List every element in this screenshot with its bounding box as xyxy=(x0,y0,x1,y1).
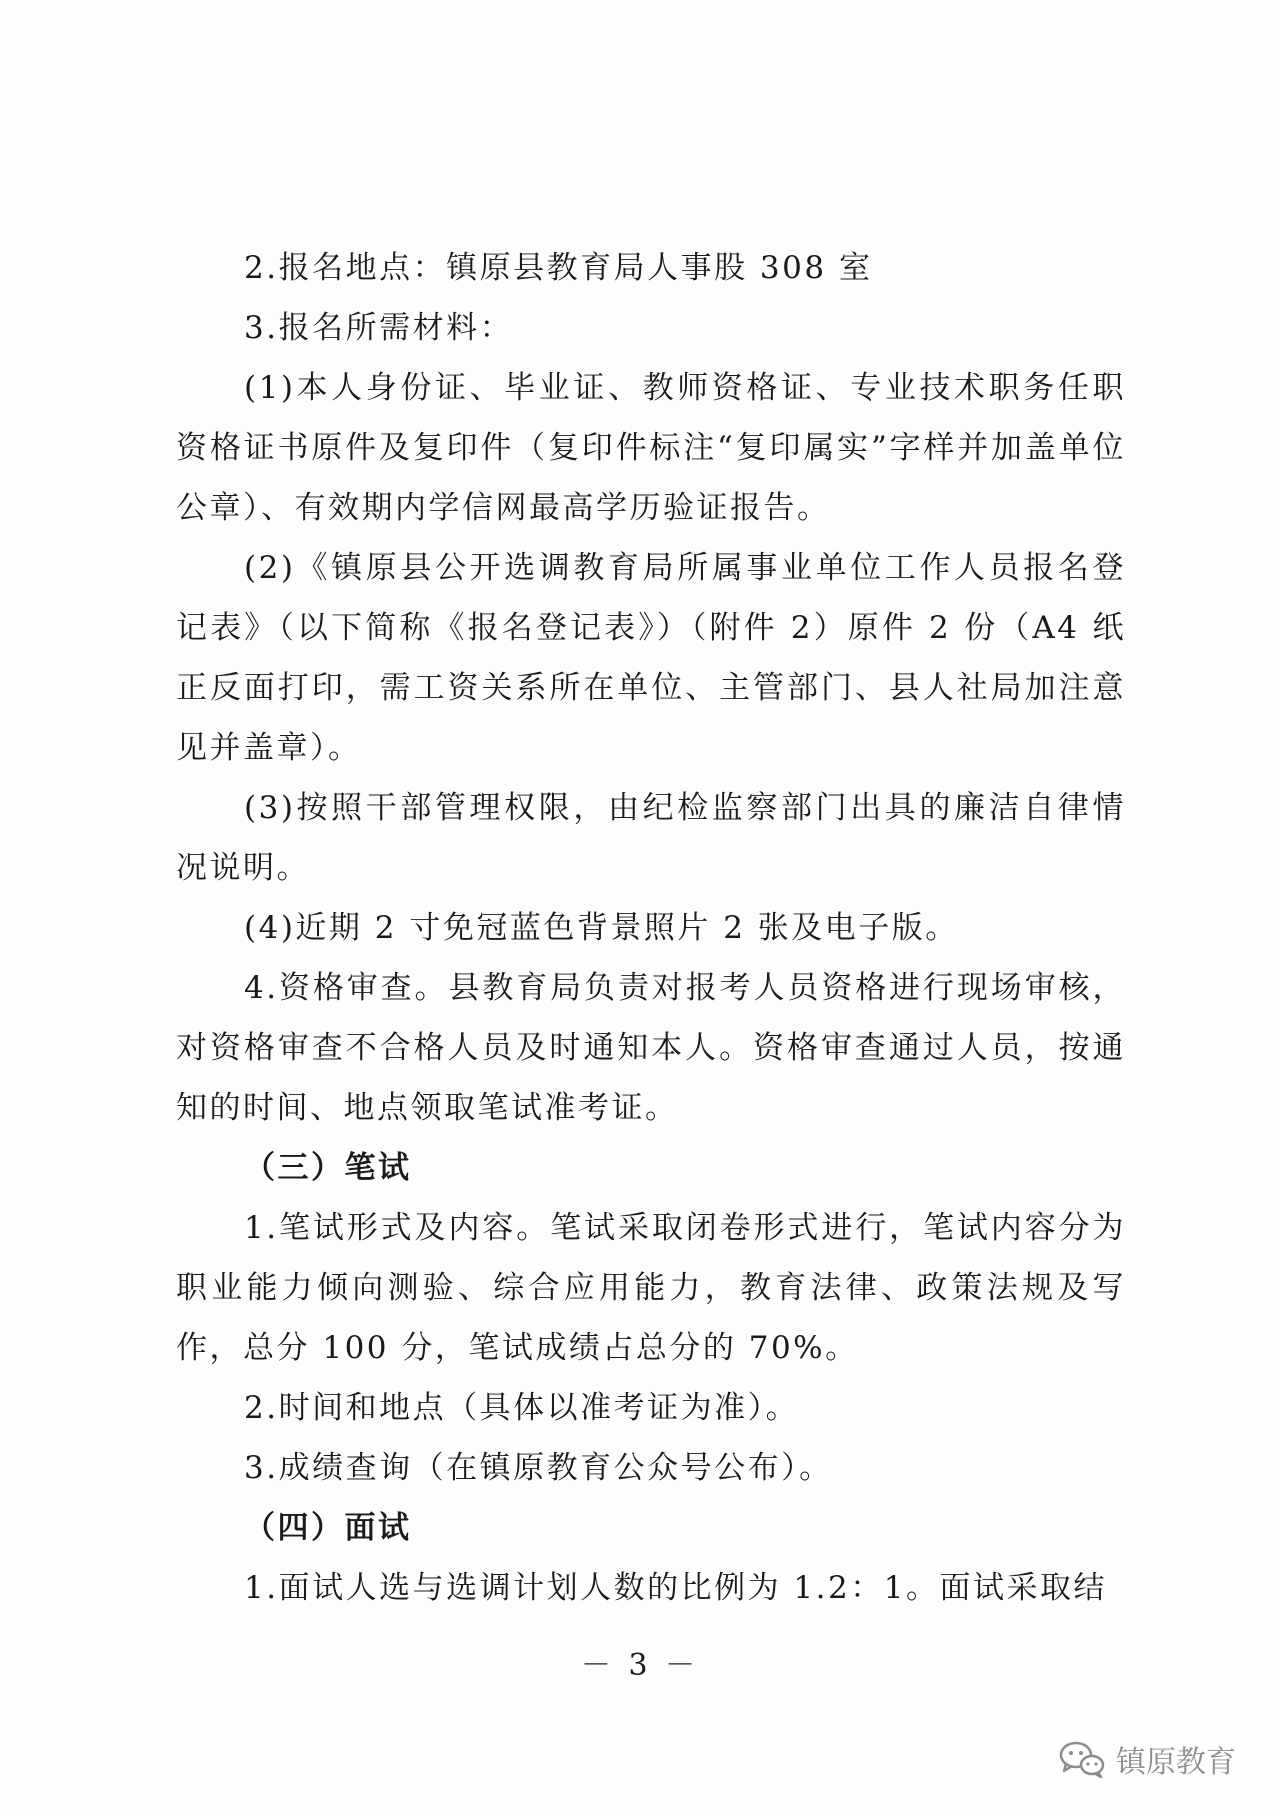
paragraph-material-4: (4)近期 2 寸免冠蓝色背景照片 2 张及电子版。 xyxy=(244,910,959,946)
paragraph-qualification-review: 4.资格审查。县教育局负责对报考人员资格进行现场审核，对资格审查不合格人员及时通知本人。资格审查通过人员，按通知的时间、地点领取笔试准考证。 xyxy=(176,970,1126,1126)
paragraph-registration-location: 2.报名地点：镇原县教育局人事股 308 室 xyxy=(244,250,873,286)
paragraph-interview-ratio: 1.面试人选与选调计划人数的比例为 1.2：1。面试采取结 xyxy=(244,1570,1107,1606)
paragraph-material-1: (1)本人身份证、毕业证、教师资格证、专业技术职务任职资格证书原件及复印件（复印件标注“复印属实”字样并加盖单位公章）、有效期内学信网最高学历验证报告。 xyxy=(176,370,1126,526)
watermark-label: 镇原教育 xyxy=(1116,1745,1236,1780)
section-heading-interview: （四）面试 xyxy=(244,1510,412,1546)
section-heading-written-exam: （三）笔试 xyxy=(244,1150,412,1186)
paragraph-required-materials: 3.报名所需材料： xyxy=(244,310,514,346)
paragraph-exam-time-location: 2.时间和地点（具体以准考证为准）。 xyxy=(244,1390,800,1426)
paragraph-exam-format: 1.笔试形式及内容。笔试采取闭卷形式进行，笔试内容分为职业能力倾向测验、综合应用能力，教育法律、政策法规及写作，总分 100 分，笔试成绩占总分的 70%。 xyxy=(176,1210,1126,1366)
paragraph-score-query: 3.成绩查询（在镇原教育公众号公布）。 xyxy=(244,1450,833,1486)
document-body xyxy=(176,238,1126,1618)
source-watermark xyxy=(1058,1737,1236,1781)
paragraph-material-2: (2)《镇原县公开选调教育局所属事业单位工作人员报名登记表》（以下简称《报名登记表》）（附件 2）原件 2 份（A4 纸正反面打印，需工资关系所在单位、主管部门、县人社局加注意见并盖章）。 xyxy=(176,550,1126,766)
wechat-icon xyxy=(1058,1739,1106,1779)
paragraph-material-3: (3)按照干部管理权限，由纪检监察部门出具的廉洁自律情况说明。 xyxy=(176,790,1126,886)
page-number: － 3 － xyxy=(580,1648,700,1683)
